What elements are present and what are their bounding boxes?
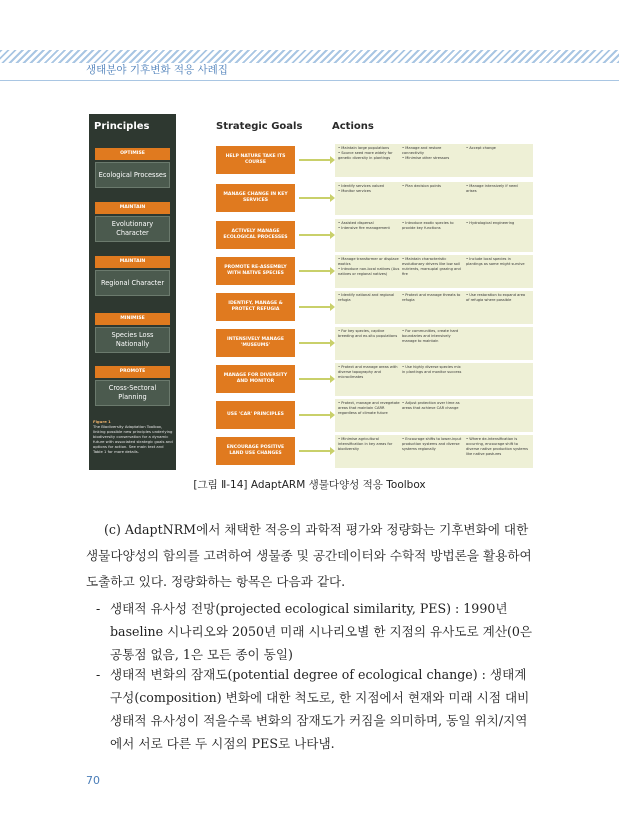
page-number: 70: [86, 774, 100, 787]
action-cell: • Maintain characteristic evolutionary drivers like low soil nutrients, marsupial grazing and fire: [402, 257, 461, 276]
figure-caption: [그림 Ⅱ-14] AdaptARM 생물다양성 적응 Toolbox: [193, 479, 426, 491]
goal-arrow: [299, 342, 331, 344]
goal-arrow: [299, 270, 331, 272]
bullet-dash: -: [96, 667, 101, 682]
action-cell: • Use highly diverse species mix in plantings and monitor success: [402, 365, 462, 374]
action-cell: • Adjust protection over time as areas that achieve CAR change: [402, 401, 460, 410]
strategic-goal: USE 'CAR' PRINCIPLES: [216, 401, 295, 429]
goal-arrow: [299, 414, 331, 416]
principle-name: Cross-Sectoral Planning: [95, 380, 170, 406]
figure-inner-caption-title: Figure 1: [93, 419, 111, 424]
strategic-goal: IDENTIFY, MANAGE & PROTECT REFUGIA: [216, 293, 295, 321]
strategic-goal: ACTIVELY MANAGE ECOLOGICAL PROCESSES: [216, 221, 295, 249]
principle-name: Regional Character: [95, 270, 170, 296]
action-cell: • Plan decision points: [402, 184, 442, 188]
principle-name: Species Loss Nationally: [95, 327, 170, 353]
actions-row: [335, 144, 533, 177]
principle-tag: OPTIMISE: [95, 148, 170, 160]
goal-arrow: [299, 306, 331, 308]
strategic-goal: HELP NATURE TAKE ITS COURSE: [216, 146, 295, 174]
action-cell: • Manage intensively if need arises: [466, 184, 518, 193]
action-cell: • Protect and manage threats to refugia: [402, 293, 461, 302]
action-cell: • Where de-intensification is occurring, encourage shift to diverse native production systems like native pastures: [466, 437, 528, 456]
action-cell: • For communities, create hard boundaries and intensively manage to maintain: [402, 329, 459, 343]
strategic-goal: INTENSIVELY MANAGE 'MUSEUMS': [216, 329, 295, 357]
principle-tag: MINIMISE: [95, 313, 170, 325]
strategic-goals-heading: Strategic Goals: [216, 121, 303, 132]
action-cell: • Use restoration to expand area of refugia where possible: [466, 293, 526, 302]
action-cell: • Include local species in plantings as some might survive: [466, 257, 525, 266]
action-cell: • For key species, captive breeding and ex-situ populations: [338, 329, 398, 338]
principles-heading: Principles: [94, 121, 150, 132]
running-header: 생태분야 기후변화 적응 사례집: [86, 64, 228, 76]
principle-tag: PROMOTE: [95, 366, 170, 378]
goal-arrow: [299, 234, 331, 236]
principle-tag: MAINTAIN: [95, 202, 170, 214]
strategic-goal: MANAGE FOR DIVERSITY AND MONITOR: [216, 365, 295, 393]
action-cell: • Introduce exotic species to provide key functions: [402, 221, 454, 230]
actions-row: [335, 255, 533, 288]
bullet-dash: -: [96, 601, 101, 616]
action-cell: • Accept change: [466, 146, 496, 150]
principle-tag: MAINTAIN: [95, 256, 170, 268]
action-cell: • Maintain large populations • Source seed more widely for genetic diversity in plantings: [338, 146, 393, 160]
figure-inner-caption-text: The Biodiversity Adaptation Toolbox, linking possible new principles underlying biodiversity conservation for a dynamic future with associated strategic goals and options for action. See main text and Table 1 for more details.: [93, 423, 173, 454]
actions-row: [335, 291, 533, 324]
strategic-goal: MANAGE CHANGE IN KEY SERVICES: [216, 184, 295, 212]
actions-row: [335, 219, 533, 252]
actions-row: [335, 399, 533, 432]
strategic-goal: PROMOTE RE-ASSEMBLY WITH NATIVE SPECIES: [216, 257, 295, 285]
goal-arrow: [299, 197, 331, 199]
action-cell: • Identify services valued • Monitor services: [338, 184, 384, 193]
action-cell: • Minimise agricultural intensification in key areas for biodiversity: [338, 437, 393, 451]
goal-arrow: [299, 378, 331, 380]
action-cell: • Manage and restore connectivity • Minimise other stressors: [402, 146, 450, 160]
principle-name: Evolutionary Character: [95, 216, 170, 242]
action-cell: • Manage transformer or displace exotics • Introduce non-local natives (Aus natives or regional natives): [338, 257, 400, 276]
bullet-item: [96, 597, 534, 666]
figure-inner-caption: [93, 420, 173, 454]
actions-row: [335, 327, 533, 360]
actions-row: [335, 363, 533, 396]
principle-name: Ecological Processes: [95, 162, 170, 188]
bullet-text: 생태적 유사성 전망(projected ecological similarity, PES) : 1990년 baseline 시나리오와 2050년 미래 시나리오별 한 지점의 유사도로 계산(0은 공통점 없음, 1은 모든 종이 동일): [110, 601, 533, 662]
bullet-text: 생태적 변화의 잠재도(potential degree of ecological change) : 생태계 구성(composition) 변화에 대한 척도로, 한 지점에서 현재와 미래 시점 대비 생태적 유사성이 적을수록 변화의 잠재도가 커짐을 의미하며, 동일 위치/지역에서 서로 다른 두 시점의 PES로 나타냄.: [110, 667, 530, 751]
header-rule: [0, 80, 619, 81]
action-cell: • Protect, manage and revegetate areas that maintain CARR regardless of climate future: [338, 401, 400, 415]
action-cell: • Protect and manage areas with diverse topography and microclimates: [338, 365, 398, 379]
actions-heading: Actions: [332, 121, 374, 132]
action-cell: • Hydrological engineering: [466, 221, 515, 225]
action-cell: • Identify national and regional refugia: [338, 293, 395, 302]
goal-arrow: [299, 450, 331, 452]
toolbox-figure: [89, 114, 533, 470]
strategic-goal: ENCOURAGE POSITIVE LAND USE CHANGES: [216, 437, 295, 465]
action-cell: • Encourage shifts to lower-input production systems and diverse systems regionally: [402, 437, 462, 451]
bullet-item: [96, 663, 534, 755]
actions-row: [335, 182, 533, 215]
actions-row: [335, 435, 533, 468]
body-paragraph: (c) AdaptNRM에서 채택한 적응의 과학적 평가와 정량화는 기후변화에 대한 생물다양성의 함의를 고려하여 생물종 및 공간데이터와 수학적 방법론을 활용하여 도출하고 있다. 정량화하는 항목은 다음과 같다.: [86, 522, 532, 589]
goal-arrow: [299, 159, 331, 161]
action-cell: • Assisted dispersal • Intensive fire management: [338, 221, 390, 230]
